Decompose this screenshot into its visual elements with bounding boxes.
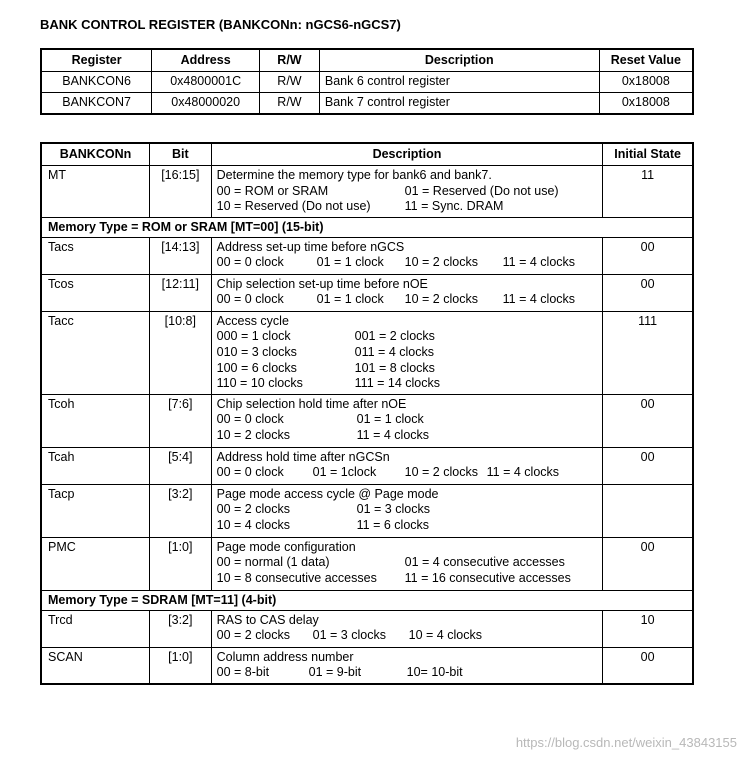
desc-line	[217, 650, 603, 666]
field-description	[211, 447, 603, 484]
table-row	[41, 274, 693, 311]
field-name: SCAN	[41, 647, 149, 684]
table-row	[41, 311, 693, 394]
section-row	[41, 590, 693, 610]
header-description: Description	[211, 143, 603, 166]
field-bit: [7:6]	[149, 394, 211, 447]
desc-line	[217, 255, 603, 271]
register-table	[40, 48, 694, 115]
field-initial-state: 00	[603, 394, 693, 447]
desc-text: 01 = 4 consecutive accesses	[404, 555, 565, 570]
field-bit: [14:13]	[149, 237, 211, 274]
table-row	[41, 447, 693, 484]
field-description	[211, 237, 603, 274]
field-description	[211, 274, 603, 311]
watermark: https://blog.csdn.net/weixin_43843155	[515, 735, 737, 750]
desc-text: 01 = Reserved (Do not use)	[404, 183, 559, 198]
desc-text: 11 = 4 clocks	[502, 255, 576, 270]
desc-line	[217, 412, 603, 428]
field-description	[211, 537, 603, 590]
field-initial-state: 111	[603, 311, 693, 394]
desc-line	[217, 465, 603, 481]
desc-text: 01 = 1 clock	[316, 255, 384, 270]
field-description	[211, 311, 603, 394]
desc-line	[217, 361, 603, 377]
desc-text: 000 = 1 clock	[216, 329, 291, 344]
desc-text: 00 = 2 clocks	[216, 628, 290, 643]
field-description	[211, 610, 603, 647]
field-initial-state: 00	[603, 274, 693, 311]
field-name: Trcd	[41, 610, 149, 647]
section-rom-sram: Memory Type = ROM or SRAM [MT=00] (15-bit)	[41, 217, 693, 237]
field-bit: [16:15]	[149, 166, 211, 218]
field-bit: [3:2]	[149, 610, 211, 647]
desc-line	[217, 240, 603, 256]
desc-text: 01 = 1 clock	[356, 412, 424, 427]
desc-text: 10 = 2 clocks	[404, 465, 478, 480]
desc-text: 00 = 0 clock	[216, 292, 284, 307]
desc-line	[217, 376, 603, 392]
desc-text: 11 = 4 clocks	[502, 292, 576, 307]
header-register: Register	[41, 49, 152, 72]
desc-text: RAS to CAS delay	[216, 612, 319, 627]
desc-text: 10 = Reserved (Do not use)	[216, 199, 371, 214]
register-rw: R/W	[260, 93, 320, 115]
table-row	[41, 166, 693, 218]
desc-text: 11 = 16 consecutive accesses	[404, 570, 571, 585]
desc-line	[217, 199, 603, 215]
field-name: Tacc	[41, 311, 149, 394]
desc-text: 110 = 10 clocks	[216, 376, 303, 391]
desc-line	[217, 502, 603, 518]
desc-line	[217, 397, 603, 413]
register-name: BANKCON7	[41, 93, 152, 115]
desc-text: 111 = 14 clocks	[354, 376, 441, 391]
header-rw: R/W	[260, 49, 320, 72]
desc-text: 00 = 2 clocks	[216, 502, 290, 517]
desc-text: 101 = 8 clocks	[354, 360, 435, 375]
field-bit: [3:2]	[149, 484, 211, 537]
field-initial-state: 00	[603, 237, 693, 274]
desc-line	[217, 487, 603, 503]
field-initial-state: 00	[603, 447, 693, 484]
desc-text: 10 = 2 clocks	[404, 255, 478, 270]
field-description	[211, 484, 603, 537]
desc-text: 10 = 4 clocks	[408, 628, 482, 643]
desc-text: 00 = 8-bit	[216, 665, 270, 680]
header-reset-value: Reset Value	[599, 49, 693, 72]
desc-line	[217, 314, 603, 330]
table-row	[41, 394, 693, 447]
register-reset: 0x18008	[599, 72, 693, 93]
field-initial-state: 11	[603, 166, 693, 218]
field-name: Tcos	[41, 274, 149, 311]
desc-text: 00 = 0 clock	[216, 255, 284, 270]
desc-line	[217, 345, 603, 361]
table-row	[41, 537, 693, 590]
header-bankconn: BANKCONn	[41, 143, 149, 166]
desc-text: 01 = 9-bit	[308, 665, 362, 680]
table-row	[41, 237, 693, 274]
table-row	[41, 93, 693, 115]
field-initial-state: 00	[603, 647, 693, 684]
desc-line	[217, 292, 603, 308]
field-description	[211, 166, 603, 218]
desc-text: 11 = 4 clocks	[356, 427, 430, 442]
desc-text: Address hold time after nGCSn	[216, 449, 390, 464]
desc-text: 10 = 2 clocks	[404, 292, 478, 307]
desc-text: 00 = normal (1 data)	[216, 555, 330, 570]
desc-text: Address set-up time before nGCS	[216, 239, 405, 254]
bankcon-table-header	[41, 143, 693, 166]
desc-text: Page mode configuration	[216, 539, 356, 554]
register-description: Bank 7 control register	[319, 93, 599, 115]
desc-text: 100 = 6 clocks	[216, 360, 297, 375]
field-bit: [10:8]	[149, 311, 211, 394]
desc-line	[217, 518, 603, 534]
desc-line	[217, 428, 603, 444]
field-initial-state: 00	[603, 537, 693, 590]
field-name: Tcah	[41, 447, 149, 484]
field-name: PMC	[41, 537, 149, 590]
table-row	[41, 72, 693, 93]
register-name: BANKCON6	[41, 72, 152, 93]
field-name: Tacs	[41, 237, 149, 274]
header-description: Description	[319, 49, 599, 72]
desc-text: 01 = 3 clocks	[356, 502, 430, 517]
desc-line	[217, 613, 603, 629]
desc-line	[217, 540, 603, 556]
field-bit: [1:0]	[149, 537, 211, 590]
register-address: 0x48000020	[152, 93, 260, 115]
table-row	[41, 610, 693, 647]
desc-text: 01 = 1clock	[312, 465, 377, 480]
desc-text: 00 = 0 clock	[216, 412, 284, 427]
desc-text: 011 = 4 clocks	[354, 344, 434, 359]
register-rw: R/W	[260, 72, 320, 93]
desc-text: Column address number	[216, 649, 354, 664]
field-name: MT	[41, 166, 149, 218]
field-description	[211, 394, 603, 447]
field-initial-state	[603, 484, 693, 537]
desc-text: 00 = 0 clock	[216, 465, 284, 480]
desc-text: 001 = 2 clocks	[354, 329, 435, 344]
register-table-header	[41, 49, 693, 72]
desc-text: 010 = 3 clocks	[216, 344, 297, 359]
register-address: 0x4800001C	[152, 72, 260, 93]
table-row	[41, 484, 693, 537]
desc-line	[217, 277, 603, 293]
section-row	[41, 217, 693, 237]
desc-text: 10 = 2 clocks	[216, 427, 290, 442]
desc-text: 10 = 4 clocks	[216, 517, 290, 532]
desc-line	[217, 665, 603, 681]
field-description	[211, 647, 603, 684]
desc-line	[217, 628, 603, 644]
desc-text: 00 = ROM or SRAM	[216, 183, 329, 198]
desc-line	[217, 184, 603, 200]
desc-line	[217, 329, 603, 345]
field-bit: [5:4]	[149, 447, 211, 484]
section-sdram: Memory Type = SDRAM [MT=11] (4-bit)	[41, 590, 693, 610]
desc-text: 10 = 8 consecutive accesses	[216, 570, 377, 585]
desc-text: 11 = 4 clocks	[486, 465, 560, 480]
desc-text: Page mode access cycle @ Page mode	[216, 486, 439, 501]
desc-text: Determine the memory type for bank6 and bank7.	[216, 168, 492, 182]
field-bit: [1:0]	[149, 647, 211, 684]
header-initial-state: Initial State	[603, 143, 693, 166]
desc-text: Chip selection set-up time before nOE	[216, 276, 428, 291]
header-bit: Bit	[149, 143, 211, 166]
desc-text: 11 = 6 clocks	[356, 517, 430, 532]
desc-text: Chip selection hold time after nOE	[216, 396, 407, 411]
header-address: Address	[152, 49, 260, 72]
desc-text: 01 = 1 clock	[316, 292, 384, 307]
desc-text: 10= 10-bit	[406, 665, 463, 680]
field-initial-state: 10	[603, 610, 693, 647]
page-title: BANK CONTROL REGISTER (BANKCONn: nGCS6-nGCS7)	[40, 17, 401, 32]
desc-text: 01 = 3 clocks	[312, 628, 386, 643]
field-name: Tacp	[41, 484, 149, 537]
register-description: Bank 6 control register	[319, 72, 599, 93]
desc-text: Access cycle	[216, 313, 289, 328]
desc-line	[217, 450, 603, 466]
field-name: Tcoh	[41, 394, 149, 447]
desc-line	[217, 555, 603, 571]
desc-text: 11 = Sync. DRAM	[404, 199, 504, 214]
desc-line	[217, 168, 603, 184]
register-reset: 0x18008	[599, 93, 693, 115]
field-bit: [12:11]	[149, 274, 211, 311]
desc-line	[217, 571, 603, 587]
bankcon-table	[40, 142, 694, 685]
table-row	[41, 647, 693, 684]
